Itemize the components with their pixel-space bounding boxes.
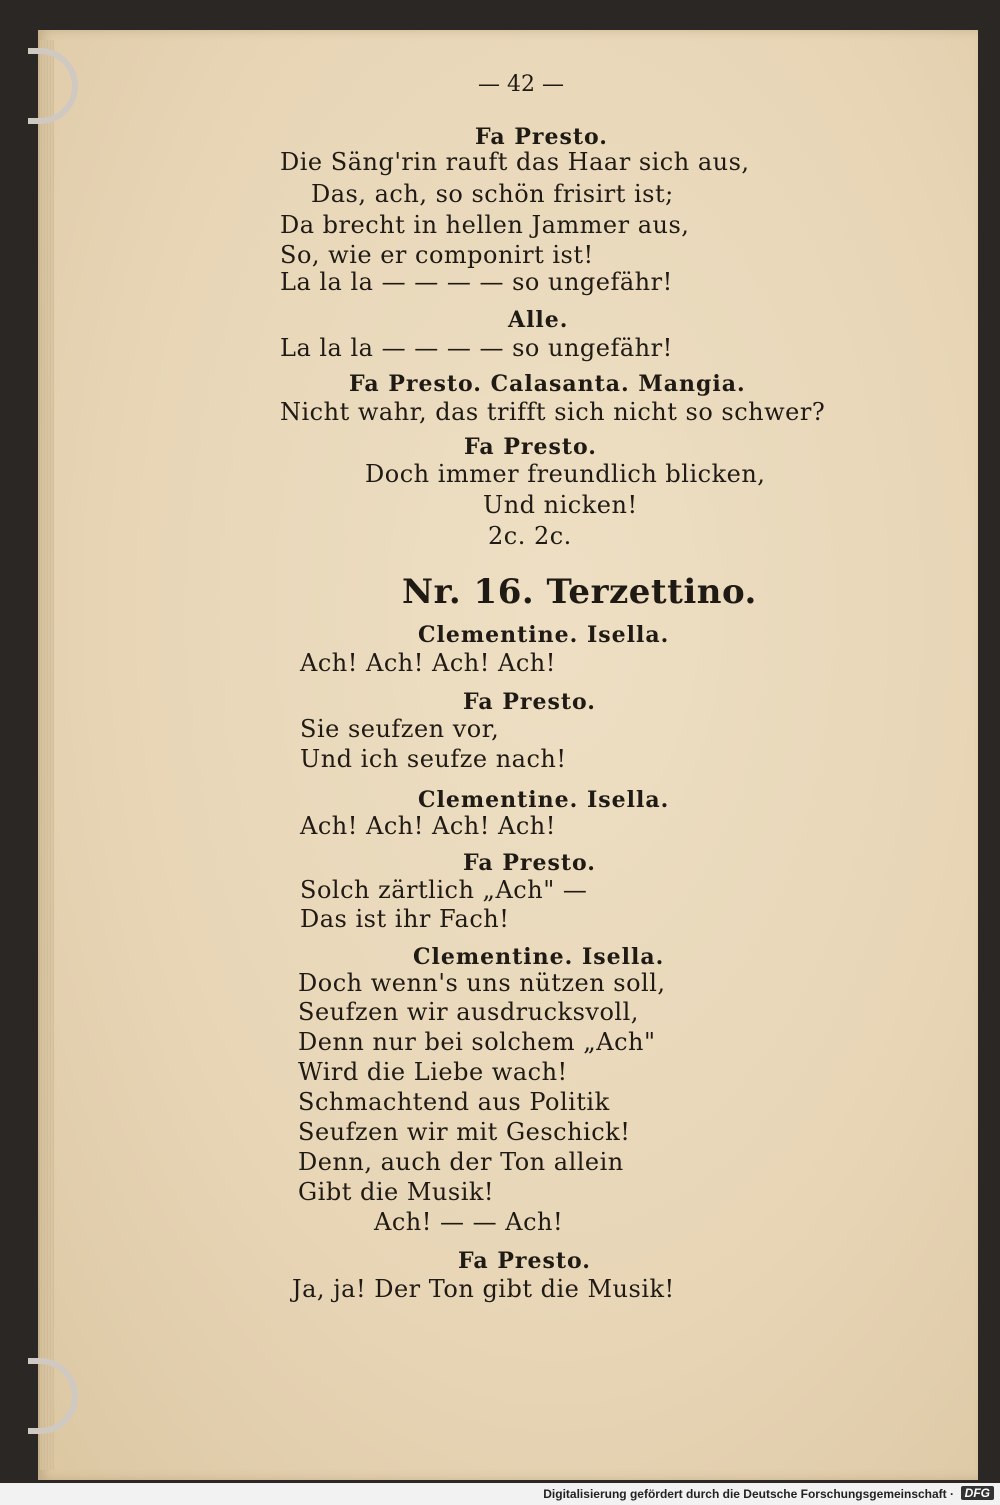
verse-line: Ach! Ach! Ach! Ach! (300, 649, 556, 677)
verse-line: Und ich seufze nach! (300, 745, 567, 773)
section-title: Nr. 16. Terzettino. (402, 572, 757, 612)
verse-line: 2c. 2c. (488, 522, 572, 550)
speaker-heading: Clementine. Isella. (418, 622, 670, 648)
speaker-heading: Clementine. Isella. (418, 787, 670, 813)
verse-line: Doch immer freundlich blicken, (365, 460, 766, 488)
verse-line: Ach! Ach! Ach! Ach! (300, 812, 556, 840)
verse-line: Die Säng'rin rauft das Haar sich aus, (280, 148, 750, 176)
verse-line: Denn nur bei solchem „Ach" (298, 1028, 656, 1056)
speaker-heading: Fa Presto. (475, 124, 608, 150)
verse-line: Denn, auch der Ton allein (298, 1148, 624, 1176)
verse-line: La la la — — — — so ungefähr! (280, 334, 673, 362)
dfg-logo: DFG (961, 1486, 994, 1500)
speaker-heading: Fa Presto. (463, 850, 596, 876)
speaker-heading: Alle. (508, 307, 569, 333)
speaker-heading: Fa Presto. Calasanta. Mangia. (349, 371, 746, 397)
verse-line: Ja, ja! Der Ton gibt die Musik! (292, 1275, 675, 1303)
verse-line: Das, ach, so schön frisirt ist; (311, 180, 674, 208)
speaker-heading: Fa Presto. (463, 689, 596, 715)
speaker-heading: Clementine. Isella. (413, 944, 665, 970)
speaker-heading: Fa Presto. (458, 1248, 591, 1274)
verse-line: Ach! — — Ach! (374, 1208, 564, 1236)
verse-line: So, wie er componirt ist! (280, 241, 594, 269)
verse-line: Sie seufzen vor, (300, 715, 500, 743)
verse-line: Seufzen wir mit Geschick! (298, 1118, 631, 1146)
page-number: — 42 — (478, 72, 564, 97)
verse-line: Schmachtend aus Politik (298, 1088, 610, 1116)
verse-line: Gibt die Musik! (298, 1178, 495, 1206)
verse-line: Das ist ihr Fach! (300, 905, 510, 933)
verse-line: Da brecht in hellen Jammer aus, (280, 211, 690, 239)
verse-line: La la la — — — — so ungefähr! (280, 268, 673, 296)
verse-line: Solch zärtlich „Ach" — (300, 876, 588, 904)
verse-line: Nicht wahr, das trifft sich nicht so schwer? (280, 398, 826, 426)
verse-line: Wird die Liebe wach! (298, 1058, 568, 1086)
verse-line: Seufzen wir ausdrucksvoll, (298, 998, 639, 1026)
digitization-footer (0, 1483, 1000, 1505)
speaker-heading: Fa Presto. (464, 434, 597, 460)
footer-credit: Digitalisierung gefördert durch die Deutsche Forschungsgemeinschaft · (543, 1487, 954, 1501)
verse-line: Doch wenn's uns nützen soll, (298, 969, 666, 997)
verse-line: Und nicken! (483, 491, 638, 519)
